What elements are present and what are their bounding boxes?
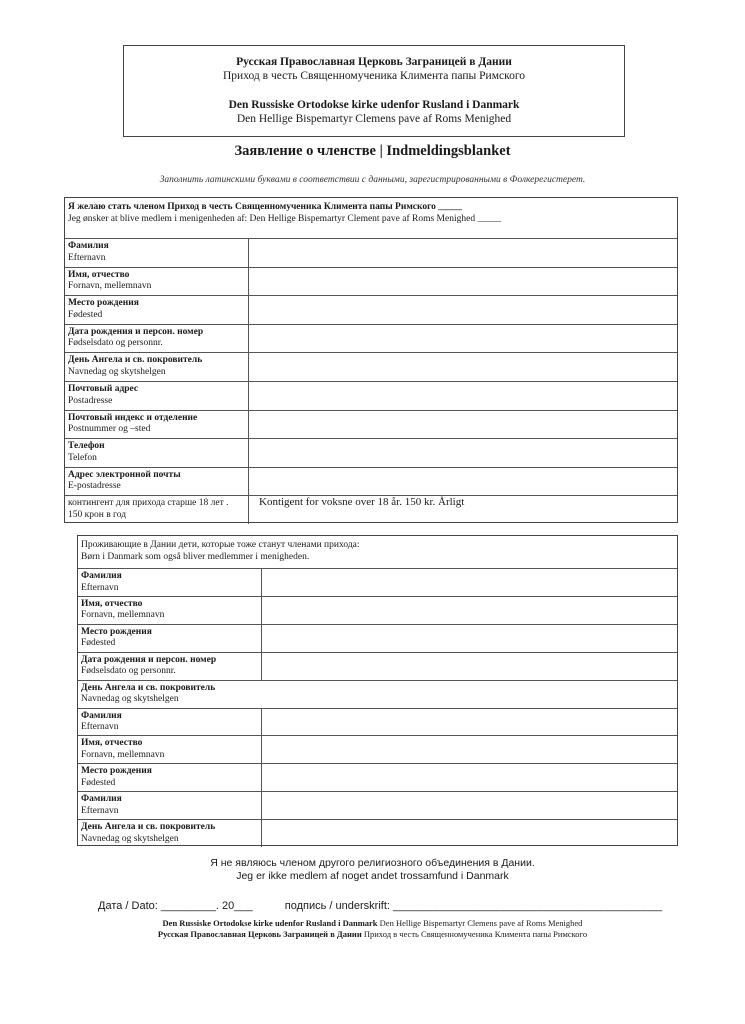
- child-row: [78, 568, 677, 596]
- adult-field-label: [65, 468, 249, 496]
- child-label-da: Fornavn, mellemnavn: [81, 610, 165, 621]
- child-label-da: Fødested: [81, 777, 116, 788]
- adult-intro-da: Jeg ønsker at blive medlem i menigenheden af: Den Hellige Bispemartyr Clement pave af Roms Menighed _____: [68, 214, 502, 224]
- signature-line: [98, 900, 662, 912]
- footer-ru-parish: Приход в честь Священномученика Климента папы Римского: [361, 929, 588, 939]
- adult-field-label: [65, 239, 249, 267]
- adult-intro: [68, 201, 674, 225]
- child-row: [78, 735, 677, 763]
- adult-row: [65, 352, 677, 381]
- declaration-ru: Я не являюсь членом другого религиозного объединения в Дании.: [210, 857, 535, 869]
- child-label-ru: Место рождения: [81, 766, 152, 777]
- adult-field-label: [65, 296, 249, 324]
- adult-row: [65, 467, 677, 496]
- child-label-ru: Фамилия: [81, 794, 122, 805]
- declaration: [0, 857, 745, 883]
- adult-label-da: Efternavn: [68, 252, 106, 263]
- declaration-da: Jeg er ikke medlem af noget andet trossamfund i Danmark: [236, 870, 509, 882]
- footer-ru-church: Русская Православная Церковь Заграницей в Дании: [157, 929, 362, 939]
- child-field-label: [78, 569, 262, 596]
- child-row: [78, 791, 677, 819]
- adult-field-label: [65, 268, 249, 296]
- adult-field-label: [65, 353, 249, 381]
- child-field-label: [78, 681, 677, 708]
- adult-label-ru: Почтовый адрес: [68, 384, 139, 394]
- child-label-da: Efternavn: [81, 722, 119, 732]
- child-field-input[interactable]: [266, 792, 677, 819]
- children-intro-da: Børn i Danmark som også bliver medlemmer i menigheden.: [81, 552, 310, 562]
- adult-label-ru: Имя, отчество: [68, 269, 130, 280]
- child-label-da: Efternavn: [81, 582, 119, 593]
- adult-field-input[interactable]: [253, 411, 677, 439]
- adult-field-input[interactable]: [253, 468, 677, 496]
- child-label-ru: Место рождения: [81, 626, 152, 637]
- adult-field-input[interactable]: [253, 239, 677, 267]
- children-table: [77, 535, 678, 846]
- adult-row: [65, 438, 677, 467]
- header-box: [123, 45, 625, 137]
- signature-field[interactable]: ____________________________________________: [392, 900, 663, 912]
- adult-field-input[interactable]: [253, 325, 677, 353]
- child-field-label: [78, 597, 262, 624]
- child-label-da: Navnedag og skytshelgen: [81, 833, 179, 844]
- adult-field-label: [65, 411, 249, 439]
- adult-field-input[interactable]: [253, 268, 677, 296]
- child-row: [78, 763, 677, 791]
- header-ru-church: Русская Православная Церковь Заграницей в Дании: [236, 56, 512, 68]
- adult-label-da: Postadresse: [68, 395, 113, 406]
- fee-label: контингент для прихода старше 18 лет . 150 крон в год: [65, 496, 249, 524]
- adult-label-da: Telefon: [68, 452, 97, 463]
- child-label-da: Fødested: [81, 638, 116, 649]
- date-field[interactable]: _________. 20___: [160, 900, 253, 912]
- child-field-label: [78, 792, 262, 819]
- adult-label-ru: Фамилия: [68, 241, 109, 251]
- child-row: [78, 596, 677, 624]
- child-label-da: Navnedag og skytshelgen: [81, 694, 179, 705]
- child-label-ru: День Ангела и св. покровитель: [81, 822, 216, 833]
- adult-label-ru: День Ангела и св. покровитель: [68, 355, 203, 366]
- child-field-label: [78, 820, 262, 847]
- adult-field-label: [65, 325, 249, 353]
- footer-da-church: Den Russiske Ortodokse kirke udenfor Rusland i Danmark: [162, 918, 378, 928]
- child-field-label: [78, 709, 262, 736]
- adult-label-da: Fødested: [68, 309, 103, 320]
- adult-label-da: Fornavn, mellemnavn: [68, 281, 152, 292]
- adult-field-label: [65, 439, 249, 467]
- adult-label-ru: Адрес электронной почты: [68, 469, 181, 480]
- child-label-ru: День Ангела и св. покровитель: [81, 682, 216, 693]
- adult-field-label: [65, 382, 249, 410]
- header-da-parish: Den Hellige Bispemartyr Clemens pave af Roms Menighed: [236, 113, 512, 125]
- adult-member-table: [64, 197, 678, 523]
- child-field-input[interactable]: [266, 653, 677, 680]
- fee-value: Kontigent for voksne over 18 år. 150 kr. Årligt: [259, 496, 465, 509]
- adult-label-da: Fødselsdato og personnr.: [68, 338, 163, 349]
- children-intro-ru: Проживающие в Дании дети, которые тоже станут членами прихода:: [81, 540, 360, 550]
- child-field-input[interactable]: [266, 625, 677, 652]
- child-row: [78, 652, 677, 680]
- adult-label-ru: Дата рождения и персон. номер: [68, 326, 204, 337]
- child-label-da: Fornavn, mellemnavn: [81, 749, 165, 760]
- adult-row: [65, 410, 677, 439]
- child-field-input[interactable]: [266, 736, 677, 763]
- adult-field-input[interactable]: [253, 353, 677, 381]
- form-title: Заявление о членстве | Indmeldingsblanket: [234, 143, 511, 159]
- child-field-input[interactable]: [266, 820, 677, 847]
- adult-field-input[interactable]: [253, 439, 677, 467]
- adult-row: [65, 238, 677, 267]
- adult-label-da: Postnummer og –sted: [68, 424, 151, 435]
- child-field-label: [78, 653, 262, 680]
- date-label: Дата / Dato:: [98, 900, 161, 912]
- adult-label-ru: Почтовый индекс и отделение: [68, 412, 198, 423]
- child-field-input[interactable]: [266, 569, 677, 596]
- header-ru-parish: Приход в честь Священномученика Климента папы Римского: [222, 70, 526, 82]
- footer: [0, 918, 745, 940]
- child-field-input[interactable]: [266, 709, 677, 736]
- child-field-label: [78, 764, 262, 791]
- child-field-label: [78, 625, 262, 652]
- form-instructions: Заполнить латинскими буквами в соответствии с данными, зарегистрированными в Фолкерегистерет.: [159, 175, 586, 185]
- adult-intro-ru: Я желаю стать членом Приход в честь Священномученика Климента папы Римского _____: [68, 202, 463, 212]
- child-label-ru: Фамилия: [81, 571, 122, 581]
- adult-label-ru: Телефон: [68, 441, 105, 452]
- footer-da-parish: Den Hellige Bispemartyr Clemens pave af Roms Menighed: [377, 918, 583, 928]
- adult-label-ru: Место рождения: [68, 298, 139, 309]
- child-row: [78, 624, 677, 652]
- adult-row: [65, 295, 677, 324]
- child-label-da: Fødselsdato og personnr.: [81, 666, 176, 677]
- child-label-da: Efternavn: [81, 805, 119, 816]
- child-label-ru: Имя, отчество: [81, 598, 143, 609]
- header-da-church: Den Russiske Ortodokse kirke udenfor Rusland i Danmark: [228, 99, 520, 111]
- child-row: [78, 819, 677, 847]
- adult-label-da: E-postadresse: [68, 481, 121, 492]
- adult-row: [65, 324, 677, 353]
- adult-row: [65, 381, 677, 410]
- child-field-input[interactable]: [266, 597, 677, 624]
- adult-row: [65, 267, 677, 296]
- child-label-ru: Фамилия: [81, 710, 122, 721]
- signature-label: подпись / underskrift:: [284, 900, 393, 912]
- adult-field-input[interactable]: [253, 296, 677, 324]
- adult-label-da: Navnedag og skytshelgen: [68, 366, 166, 377]
- child-field-input[interactable]: [266, 764, 677, 791]
- fee-row: [65, 495, 677, 524]
- child-row: [78, 708, 677, 736]
- children-intro: [81, 539, 674, 563]
- child-row: [78, 680, 677, 708]
- child-label-ru: Имя, отчество: [81, 738, 143, 749]
- child-field-label: [78, 736, 262, 763]
- adult-field-input[interactable]: [253, 382, 677, 410]
- child-label-ru: Дата рождения и персон. номер: [81, 654, 217, 665]
